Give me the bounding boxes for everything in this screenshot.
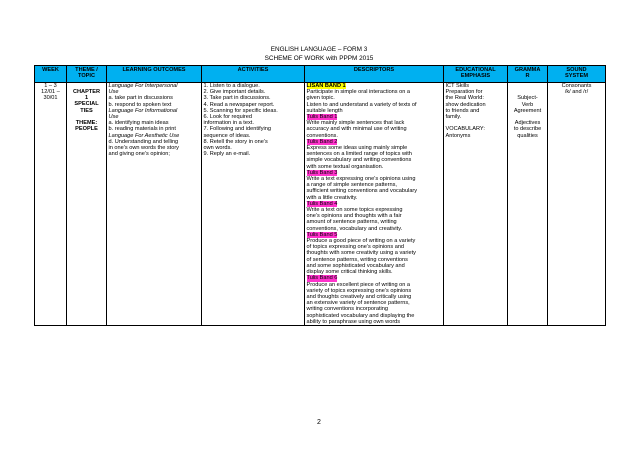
descriptor-line: conventions. — [306, 132, 338, 139]
activity-line: information in a text. — [203, 120, 254, 127]
header-theme: THEME / TOPIC — [67, 66, 107, 83]
activity-line: 3. Take part in discussions. — [203, 95, 271, 102]
sound-system-line: Consonants — [561, 83, 592, 89]
descriptor-line: and thoughts creatively and critically using — [306, 293, 412, 300]
descriptor-line: Produce an excellent piece of writing on a — [306, 281, 411, 288]
descriptor-line: accuracy and with minimal use of writing — [306, 126, 407, 133]
activity-line: 6. Look for required — [203, 114, 253, 121]
educational-emphasis-line: the Real World: — [445, 95, 484, 102]
lisan-band-label: LISAN BAND 1 — [306, 83, 346, 89]
outcome-line: b. reading materials in print — [108, 126, 176, 133]
grammar-cell — [508, 83, 548, 326]
scheme-of-work-table — [34, 65, 606, 326]
tulis-band-label: Tulis Band 5 — [306, 231, 338, 238]
document-title — [0, 45, 638, 63]
header-grammar: GRAMMA R — [508, 66, 548, 83]
learning-outcomes-cell — [107, 83, 202, 326]
descriptor-line: a range of simple sentence patterns, — [306, 182, 397, 189]
header-educational-emphasis: EDUCATIONAL EMPHASIS — [444, 66, 508, 83]
descriptor-line: of sentence patterns, writing conventions — [306, 256, 408, 263]
descriptor-line: writing conventions incorporating — [306, 306, 388, 313]
descriptor-line: and some sophisticated vocabulary and — [306, 262, 405, 269]
header-sound-system: SOUND SYSTEM — [548, 66, 606, 83]
activity-line: 9. Reply an e-mail. — [203, 151, 251, 158]
tulis-band-label: Tulis Band 6 — [306, 275, 338, 282]
title-line-1: ENGLISH LANGUAGE – FORM 3 — [270, 46, 368, 53]
descriptor-line: conventions, vocabulary and creativity. — [306, 225, 403, 232]
educational-emphasis-cell — [444, 83, 508, 326]
descriptor-line: amount of sentence patterns, writing — [306, 219, 397, 226]
tulis-band-label: Tulis Band 3 — [306, 169, 338, 176]
table-row — [35, 83, 606, 326]
outcome-line: Language For Aesthetic Use — [108, 132, 180, 139]
educational-emphasis-line: to friends and — [445, 107, 480, 114]
activity-line: 1. Listen to a dialogue. — [203, 83, 260, 89]
descriptor-line: sentences on a limited range of topics with — [306, 151, 412, 158]
activity-line: 7. Following and identifying — [203, 126, 271, 133]
outcome-line: Use — [108, 114, 119, 121]
descriptor-line: with a little creativity. — [306, 194, 358, 201]
grammar-line: Subject- — [517, 95, 538, 102]
descriptors-cell — [305, 83, 444, 326]
descriptor-line: Write mainly simple sentences that lack — [306, 120, 405, 127]
descriptor-line: thoughts with some creativity using a variety — [306, 250, 416, 257]
outcome-line: a. identifying main ideas — [108, 120, 169, 127]
educational-emphasis-line: Antonyms — [445, 132, 471, 139]
descriptor-line: Write a text on some topics expressing — [306, 207, 403, 214]
header-learning-outcomes: LEARNING OUTCOMES — [107, 66, 202, 83]
descriptor-line: Listen to and understand a variety of texts of — [306, 101, 417, 108]
descriptor-line: ability to paraphrase using own words — [306, 318, 401, 325]
header-row — [35, 66, 606, 83]
tulis-band-label: Tulis Band 4 — [306, 200, 338, 207]
descriptor-line: Participate in simple oral interactions on a — [306, 89, 411, 96]
week-cell: 1 – 3 12/01 – 30/01 — [35, 83, 67, 326]
descriptor-line: Produce a good piece of writing on a variety — [306, 238, 416, 245]
outcome-line: Language For Interpersonal — [108, 83, 178, 89]
descriptor-line: suitable length — [306, 107, 343, 114]
header-week: WEEK — [35, 66, 67, 83]
activity-line: 2. Give important details. — [203, 89, 266, 96]
outcome-line: b. respond to spoken text — [108, 101, 172, 108]
grammar-line: qualities — [517, 132, 538, 139]
descriptor-line: with some textual organisation. — [306, 163, 384, 170]
tulis-band-label: Tulis Band 2 — [306, 138, 338, 145]
descriptor-line: sophisticated vocabulary and displaying the — [306, 312, 415, 319]
outcome-line: Use — [108, 89, 119, 96]
activity-line: own words. — [203, 145, 232, 152]
descriptor-line: Write a text expressing one’s opinions using — [306, 176, 416, 183]
descriptor-line: variety of topics expressing one’s opinions — [306, 287, 412, 294]
descriptor-line: sufficient writing conventions and vocabulary — [306, 188, 418, 195]
educational-emphasis-line: VOCABULARY: — [445, 126, 485, 133]
activity-line: sequence of ideas. — [203, 132, 251, 139]
header-descriptors: DESCRIPTORS — [305, 66, 444, 83]
sound-system-line: /k/ and /r/ — [564, 89, 589, 96]
header-activities: ACTIVITIES — [202, 66, 305, 83]
descriptor-line: one’s opinions and thoughts with a fair — [306, 213, 402, 220]
title-line-2: SCHEME OF WORK with PPPM 2015 — [264, 55, 374, 62]
sound-system-cell — [548, 83, 606, 326]
activities-cell — [202, 83, 305, 326]
descriptor-line: simple vocabulary and writing conventions — [306, 157, 412, 164]
grammar-line: Adjectives — [514, 120, 541, 127]
descriptor-line: display some critical thinking skills. — [306, 269, 393, 276]
outcome-line: d. Understanding and telling — [108, 138, 179, 145]
educational-emphasis-line: family. — [445, 114, 462, 121]
educational-emphasis-line: show dedication — [445, 101, 486, 108]
tulis-band-label: Tulis Band 1 — [306, 114, 338, 121]
grammar-line: to describe — [513, 126, 542, 133]
outcome-line: Language For Informational — [108, 107, 178, 114]
outcome-line: a. take part in discussions — [108, 95, 173, 102]
educational-emphasis-line: ICT Skills — [445, 83, 470, 89]
outcome-line: and giving one’s opinion; — [108, 151, 170, 158]
educational-emphasis-line: Preparation for — [445, 89, 483, 96]
descriptor-line: of topics expressing one’s opinions and — [306, 244, 405, 251]
activity-line: 4. Read a newspaper report. — [203, 101, 275, 108]
grammar-line: Agreement — [513, 107, 542, 114]
activity-line: 8. Retell the story in one’s — [203, 138, 268, 145]
theme-topic-cell: CHAPTER 1 SPECIAL TIES THEME: PEOPLE — [67, 83, 107, 326]
descriptor-line: Express some ideas using mainly simple — [306, 145, 408, 152]
activity-line: 5. Scanning for specific ideas. — [203, 107, 278, 114]
page-number: 2 — [317, 419, 321, 426]
descriptor-line: given topic. — [306, 95, 335, 102]
outcome-line: in one’s own words the story — [108, 145, 179, 152]
descriptor-line: an extensive variety of sentence patterns, — [306, 300, 410, 307]
grammar-line: Verb — [521, 101, 534, 108]
